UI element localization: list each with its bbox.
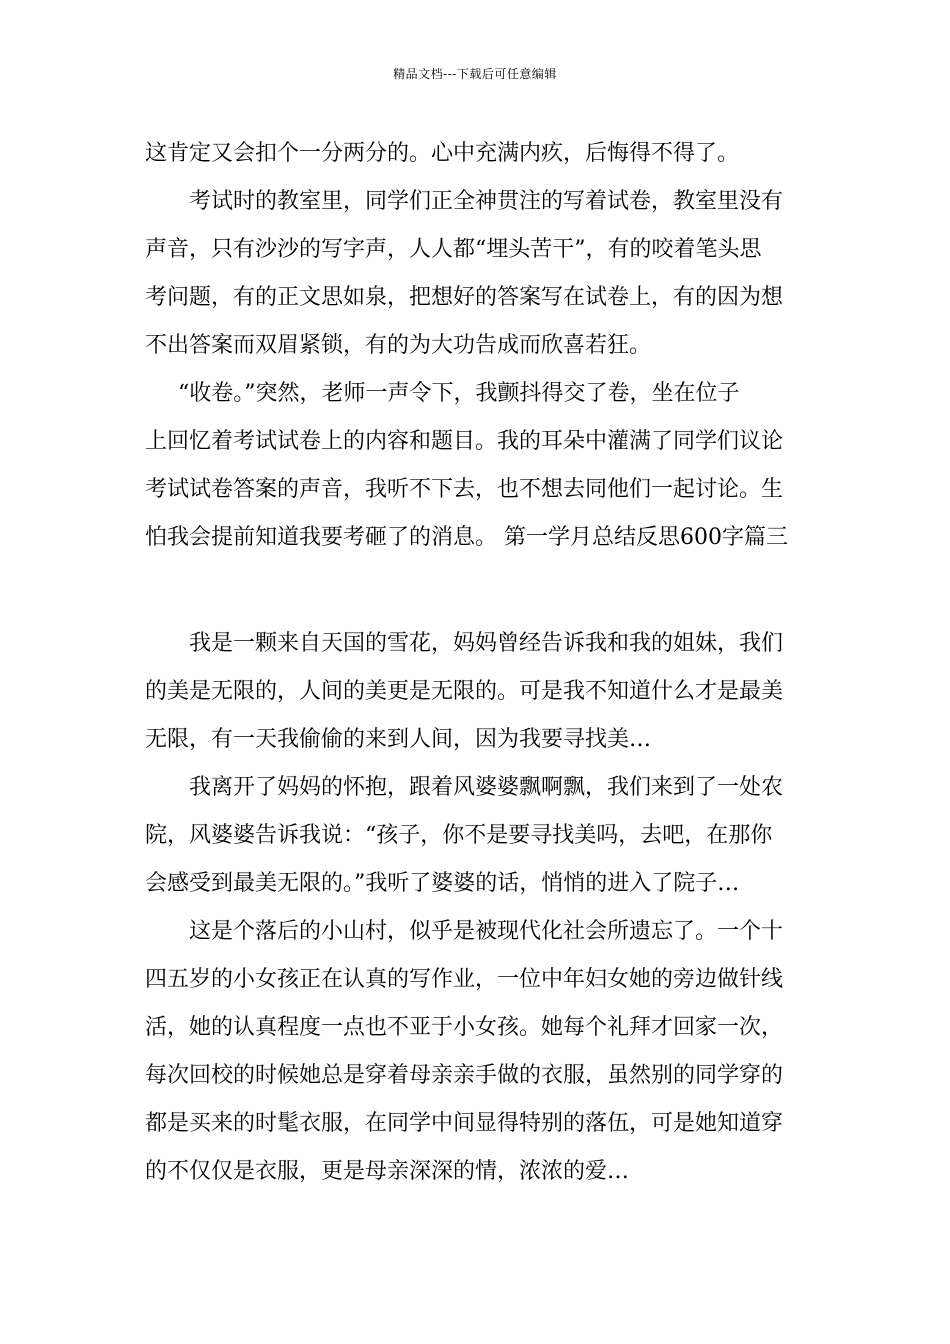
body-line: 声音，只有沙沙的写字声，人人都“埋头苦干”，有的咬着笔头思	[145, 237, 762, 262]
body-line: 四五岁的小女孩正在认真的写作业，一位中年妇女她的旁边做针线	[145, 967, 784, 992]
body-line: 的不仅仅是衣服，更是母亲深深的情，浓浓的爱…	[145, 1159, 630, 1184]
document-body	[145, 130, 809, 1196]
body-line: 这肯定又会扣个一分两分的。心中充满内疚，后悔得不得了。	[145, 141, 740, 166]
body-line: 的美是无限的，人间的美更是无限的。可是我不知道什么才是最美	[145, 679, 784, 704]
body-line: 每次回校的时候她总是穿着母亲亲手做的衣服，虽然别的同学穿的	[145, 1063, 784, 1088]
paragraph-first-line: 我是一颗来自天国的雪花，妈妈曾经告诉我和我的姐妹，我们	[189, 631, 784, 656]
page-header: 精品文档---下载后可任意编辑	[393, 67, 557, 81]
body-line: 无限，有一天我偷偷的来到人间，因为我要寻找美…	[145, 727, 652, 752]
body-line: 不出答案而双眉紧锁，有的为大功告成而欣喜若狂。	[145, 333, 652, 358]
body-line: 会感受到最美无限的。”我听了婆婆的话，悄悄的进入了院子…	[145, 871, 740, 896]
body-line: 怕我会提前知道我要考砸了的消息。 第一学月总结反思600字篇三	[145, 525, 788, 550]
body-line: 活，她的认真程度一点也不亚于小女孩。她每个礼拜才回家一次，	[145, 1015, 784, 1040]
body-line: 院，风婆婆告诉我说：“孩子，你不是要寻找美吗，去吧，在那你	[145, 823, 773, 848]
blank-line	[145, 562, 809, 620]
paragraph-first-line: 考试时的教室里，同学们正全神贯注的写着试卷，教室里没有	[189, 189, 784, 214]
body-line: 都是买来的时髦衣服，在同学中间显得特别的落伍，可是她知道穿	[145, 1111, 784, 1136]
body-line: 考试试卷答案的声音，我听不下去，也不想去同他们一起讨论。生	[145, 477, 784, 502]
paragraph-first-line: 我离开了妈妈的怀抱，跟着风婆婆飘啊飘，我们来到了一处农	[189, 775, 784, 800]
body-line: 考问题，有的正文思如泉，把想好的答案写在试卷上，有的因为想	[145, 285, 784, 310]
paragraph-first-line: 这是个落后的小山村，似乎是被现代化社会所遗忘了。一个十	[189, 919, 784, 944]
body-line: 上回忆着考试试卷上的内容和题目。我的耳朵中灌满了同学们议论	[145, 429, 784, 454]
paragraph-first-line: “收卷。”突然，老师一声令下，我颤抖得交了卷，坐在位子	[178, 381, 740, 406]
